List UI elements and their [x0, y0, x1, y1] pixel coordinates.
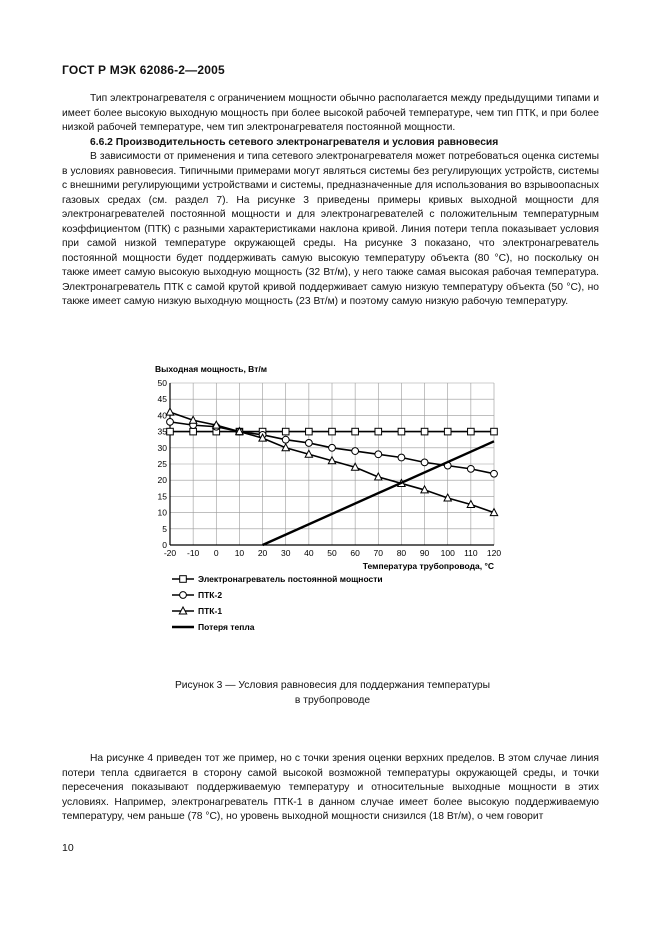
data-point-2 — [166, 408, 173, 415]
x-tick-label: -10 — [186, 548, 200, 558]
document-header: ГОСТ Р МЭК 62086-2—2005 — [62, 63, 225, 77]
data-point-0 — [352, 428, 359, 435]
y-axis-label: Выходная мощность, Вт/м — [155, 364, 268, 374]
x-tick-label: 90 — [419, 548, 430, 558]
data-point-0 — [468, 428, 475, 435]
data-point-0 — [398, 428, 405, 435]
data-point-1 — [352, 448, 359, 455]
data-point-1 — [282, 436, 289, 443]
x-tick-label: 110 — [464, 548, 478, 558]
legend-marker — [180, 592, 187, 599]
bottom-text-block — [62, 752, 599, 825]
y-tick-label: 30 — [157, 442, 167, 453]
legend-label: ПТК-1 — [198, 606, 223, 616]
chart-svg — [150, 362, 520, 642]
data-point-0 — [444, 428, 451, 435]
data-point-1 — [398, 454, 405, 461]
x-axis-label: Температура трубопровода, °С — [362, 561, 494, 571]
x-tick-label: 50 — [327, 548, 337, 558]
top-text-block — [62, 92, 599, 310]
equilibrium-chart — [150, 362, 520, 642]
y-tick-label: 10 — [157, 507, 167, 518]
legend-label: Электронагреватель постоянной мощности — [198, 574, 383, 584]
x-tick-label: -20 — [163, 548, 177, 558]
figure-caption-line2: в трубопроводе — [294, 694, 371, 706]
x-tick-label: 60 — [350, 548, 360, 558]
data-point-0 — [329, 428, 336, 435]
page-number: 10 — [62, 842, 74, 854]
x-tick-label: 120 — [486, 548, 502, 558]
x-tick-label: 70 — [373, 548, 384, 558]
data-point-1 — [167, 418, 174, 425]
y-tick-label: 15 — [157, 491, 167, 502]
data-point-0 — [282, 428, 289, 435]
legend-marker — [180, 576, 187, 583]
x-tick-label: 10 — [234, 548, 245, 558]
y-tick-label: 35 — [157, 426, 167, 437]
data-point-0 — [491, 428, 498, 435]
paragraph: На рисунке 4 приведен тот же пример, но с точки зрения оценки верхних пределов. В этом случае линия потери тепла сдвигается в сторону самой высокой возможной температуры окружающей среды, и точки пересечения показывают поддерживаемую температуру и относительные выходные мощности в этих условиях. Например, электронагреватель ПТК-1 в данном случае имеет более высокую поддерживаемую температуру, чем раньше (78 °С), но уровень выходной мощности снизился (18 Вт/м), о чем говорит — [62, 753, 599, 822]
data-point-1 — [375, 451, 382, 458]
x-tick-label: 80 — [396, 548, 407, 558]
x-tick-label: 30 — [280, 548, 291, 558]
y-tick-label: 5 — [162, 523, 167, 534]
y-tick-label: 50 — [157, 378, 167, 388]
data-point-0 — [190, 428, 197, 435]
x-tick-label: 100 — [440, 548, 455, 558]
data-point-1 — [421, 459, 428, 466]
figure-caption — [150, 679, 515, 708]
x-tick-label: 20 — [257, 548, 268, 558]
data-point-1 — [467, 465, 474, 472]
y-tick-label: 20 — [157, 475, 167, 486]
legend-label: ПТК-2 — [198, 590, 223, 600]
data-point-0 — [421, 428, 428, 435]
paragraph: В зависимости от применения и типа сетевого электронагревателя может потребоваться оценка системы в условиях равновесия. Типичными примерами могут являться системы без регулирующих устройств, системы с внешними регулирующими устройствами и системы, предназначенные для использования во взрывоопасных газовых средах (см. раздел 7). На рисунке 3 приведены примеры кривых выходной мощности для электронагревателей постоянной мощности и для электронагревателей с положительным температурным коэффициентом (ПТК) с разными характеристиками наклона кривой. Линия потери тепла показывает условия при самой низкой температуре окружающей среды. На рисунке 3 показано, что электронагреватель постоянной мощности будет поддерживать самую высокую температуру объекта (80 °С), но поскольку он также имеет самую высокую выходную мощность (32 Вт/м), у него также самая высокая рабочая температура. Электронагреватель ПТК с самой крутой кривой поддерживает самую низкую температуру объекта (50 °С), но также имеет самую низкую выходную мощность (23 Вт/м) и поэтому самую низкую рабочую температуру. — [62, 151, 599, 307]
data-point-0 — [375, 428, 382, 435]
y-tick-label: 25 — [157, 459, 167, 469]
data-point-1 — [305, 440, 312, 447]
data-point-0 — [167, 428, 174, 435]
y-tick-label: 0 — [162, 540, 167, 550]
y-tick-label: 40 — [157, 410, 167, 421]
y-tick-label: 45 — [157, 394, 167, 405]
section-heading: 6.6.2 Производительность сетевого электронагревателя и условия равновесия — [90, 136, 499, 148]
legend-label: Потеря тепла — [198, 622, 255, 632]
x-tick-label: 0 — [213, 548, 219, 558]
data-point-1 — [491, 470, 498, 477]
x-tick-label: 40 — [304, 548, 314, 558]
paragraph: Тип электронагревателя с ограничением мощности обычно располагается между предыдущими типами и имеет более высокую выходную мощность при более высокой рабочей температуре, чем тип ПТК, и при более низкой рабочей температуре, чем тип электронагревателя постоянной мощности. — [62, 93, 599, 133]
figure-caption-line1: Рисунок 3 — Условия равновесия для поддержания температуры — [174, 680, 491, 691]
data-point-1 — [329, 444, 336, 451]
data-point-0 — [306, 428, 313, 435]
